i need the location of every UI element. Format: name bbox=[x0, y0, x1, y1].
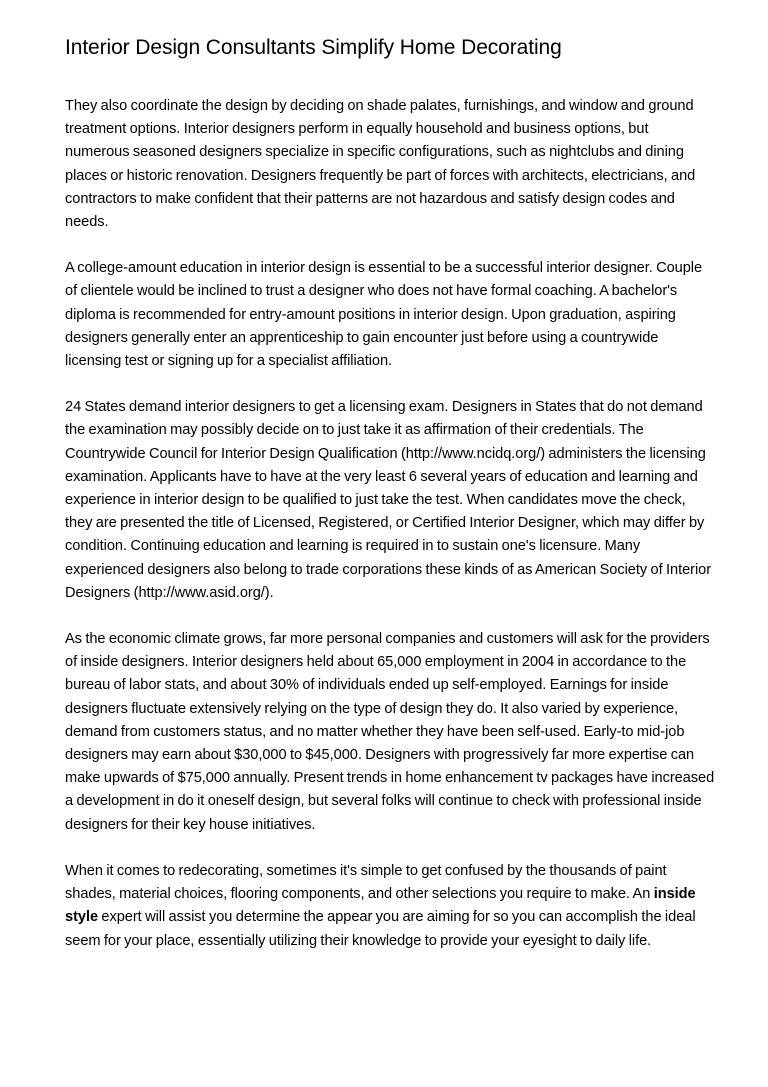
document-title: Interior Design Consultants Simplify Home Decorating bbox=[65, 36, 562, 59]
document-page bbox=[65, 33, 715, 976]
paragraph-5-text-before: When it comes to redecorating, sometimes it's simple to get confused by the thousands of paint shades, material choices, flooring components, and other selections you require to make. An bbox=[65, 862, 667, 903]
paragraph-1: They also coordinate the design by deciding on shade palates, furnishings, and window and ground treatment options. Interior designers perform in equally household and business options, but numerous seasoned designers specialize in specific configurations, such as nightclubs and dining places or historic renovation. Designers frequently be part of forces with architects, electricians, and contractors to make confident that their patterns are not hazardous and satisfy design codes and needs. bbox=[65, 98, 696, 231]
inside-style-bold-phrase: inside style bbox=[65, 886, 696, 926]
paragraph-3: 24 States demand interior designers to get a licensing exam. Designers in States that do not demand the examination may possibly decide on to just take it as affirmation of their credentials. The Countrywide Council for Interior Design Qualification (http://www.ncidq.org/) administers the licensing examination. Applicants have to have at the very least 6 several years of education and learning and experience in interior design to be qualified to just take the test. When candidates move the check, they are presented the title of Licensed, Registered, or Certified Interior Designer, which may differ by condition. Continuing education and learning is required in to sustain one's licensure. Many experienced designers also belong to trade corporations these kinds of as American Society of Interior Designers (http://www.asid.org/). bbox=[65, 399, 712, 601]
paragraph-2: A college-amount education in interior design is essential to be a successful interior designer. Couple of clientele would be inclined to trust a designer who does not have formal coaching. A bachelor's diploma is recommended for entry-amount positions in interior design. Upon graduation, aspiring designers generally enter an apprenticeship to gain encounter just before using a countrywide licensing test or signing up for a specialist affiliation. bbox=[65, 260, 703, 370]
paragraph-5-text-after: expert will assist you determine the appear you are aiming for so you can accomplish the ideal seem for your place, essentially utilizing their knowledge to provide your eyesight to daily life. bbox=[65, 909, 696, 949]
paragraph-5 bbox=[65, 860, 715, 953]
paragraph-4: As the economic climate grows, far more personal companies and customers will ask for the providers of inside designers. Interior designers held about 65,000 employment in 2004 in accordance to the bureau of labor stats, and about 30% of individuals ended up self-employed. Earnings for inside designers fluctuate extensively relying on the type of design they do. It also varied by experience, demand from customers status, and no matter whether they have been self-used. Early-to mid-job designers may earn about $30,000 to $45,000. Designers with progressively far more expertise can make upwards of $75,000 annually. Present trends in home enhancement tv packages have increased a development in do it oneself design, but several folks will continue to check with professional inside designers for their key house initiatives. bbox=[65, 631, 715, 833]
